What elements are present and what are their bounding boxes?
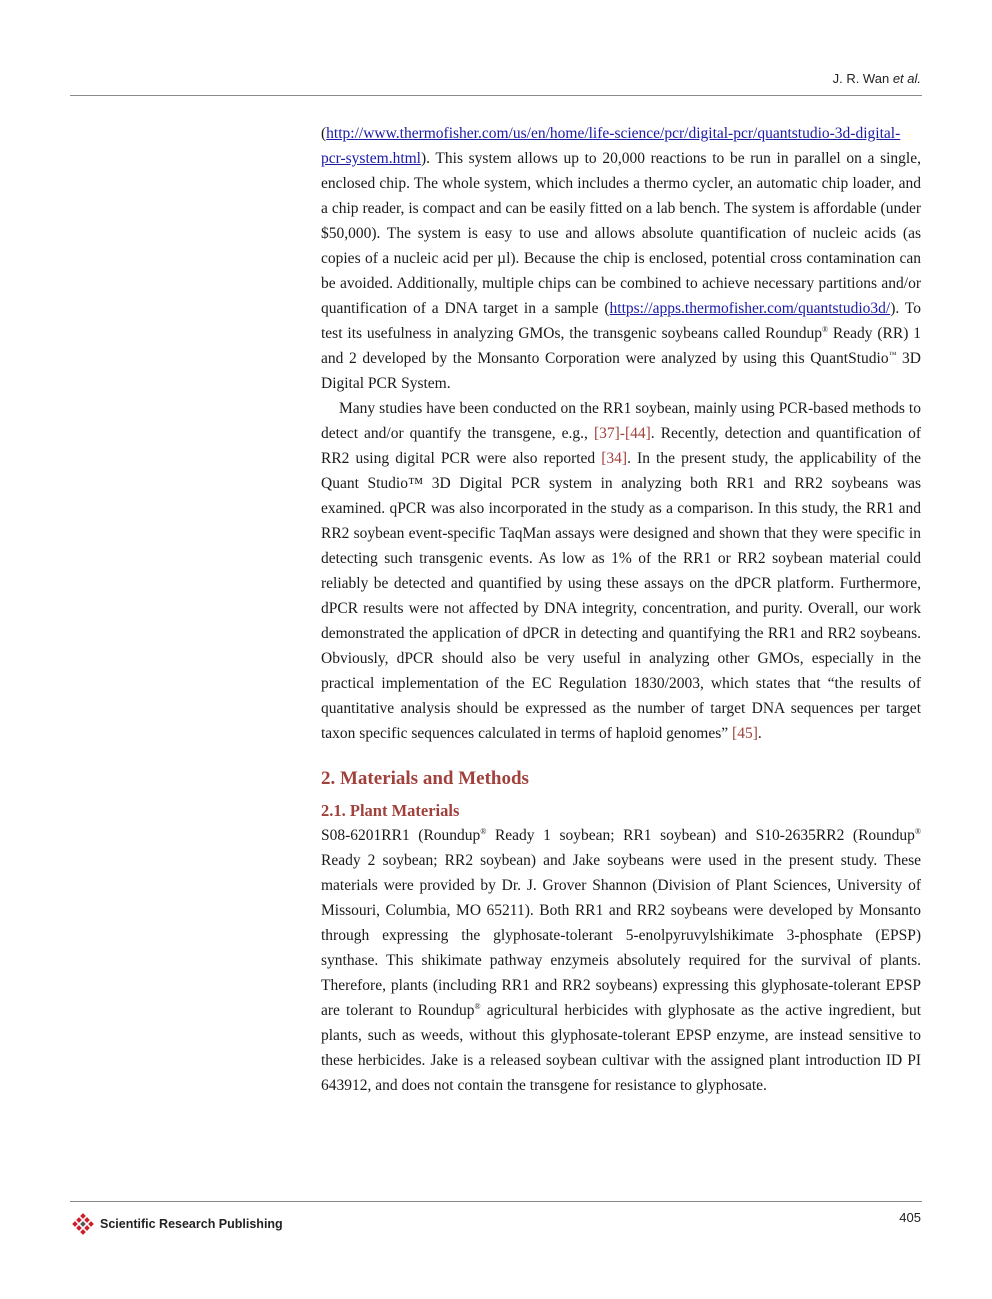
registered-mark: ® [822,325,829,334]
publisher-name: Scientific Research Publishing [100,1217,283,1231]
trademark-mark: ™ [888,350,897,359]
subsection-heading-plant-materials: 2.1. Plant Materials [321,801,460,820]
thermofisher-system-link[interactable]: http://www.thermofisher.com/us/en/home/life-science/pcr/digital-pcr/quantstudio-3d-digital-pcr-system.html [321,125,901,167]
scirp-logo-icon [72,1213,94,1235]
citation-34[interactable]: [34] [601,450,628,467]
running-head-authors: J. R. Wan [832,71,890,86]
main-content [321,121,921,1098]
running-head-et-al: et al. [892,71,921,86]
quantstudio3d-apps-link[interactable]: https://apps.thermofisher.com/quantstudio3d/ [609,300,891,317]
paragraph-plant-materials: S08-6201RR1 (Roundup® Ready 1 soybean; RR1 soybean) and S10-2635RR2 (Roundup® Ready 2 soybean; RR2 soybean) and Jake soybeans were used in the present study. These materials were provided by Dr. J. Grover Shannon (Division of Plant Sciences, University of Missouri, Columbia, MO 65211). Both RR1 and RR2 soybeans were developed by Monsanto through expressing the glyphosate-tolerant 5-enolpyruvylshikimate 3-phosphate (EPSP) synthase. This shikimate pathway enzymeis absolutely required for the survival of plants. Therefore, plants (including RR1 and RR2 soybeans) expressing this glyphosate-tolerant EPSP are tolerant to Roundup® agricultural herbicides with glyphosate as the active ingredient, but plants, such as weeds, without this glyphosate-tolerant EPSP enzyme, are instead sensitive to these herbicides. Jake is a released soybean cultivar with the assigned plant introduction ID PI 643912, and does not contain the transgene for resistance to glyphosate. [321,827,921,1094]
paragraph-intro-continued: (http://www.thermofisher.com/us/en/home/life-science/pcr/digital-pcr/quantstudio-3d-digital-pcr-system.html). This system allows up to 20,000 reactions to be run in parallel on a single, enclosed chip. The whole system, which includes a thermo cycler, an automatic chip loader, and a chip reader, is compact and can be easily fitted on a lab bench. The system is affordable (under $50,000). The system is easy to use and allows absolute quantification of nucleic acids (as copies of a nucleic acid per µl). Because the chip is enclosed, potential cross contamination can be avoided. Additionally, multiple chips can be combined to achieve necessary partitions and/or quantification of a DNA target in a sample (https://apps.thermofisher.com/quantstudio3d/). To test its usefulness in analyzing GMOs, the transgenic soybeans called Roundup® Ready (RR) 1 and 2 developed by the Monsanto Corporation were analyzed by using this QuantStudio™ 3D Digital PCR System. [321,125,921,392]
footer-rule [70,1201,922,1202]
citation-44[interactable]: [44] [624,425,651,442]
citation-45[interactable]: [45] [732,725,758,742]
paragraph-rr1-studies: Many studies have been conducted on the RR1 soybean, mainly using PCR-based methods to detect and/or quantify the transgene, e.g., [37]-[44]. Recently, detection and quantification of RR2 using digital PCR were also reported [34]. In the present study, the applicability of the Quant Studio™ 3D Digital PCR system in analyzing both RR1 and RR2 soybeans was examined. qPCR was also incorporated in the study as a comparison. In this study, the RR1 and RR2 soybean event-specific TaqMan assays were designed and shown that they were specific in detecting such transgenic events. As low as 1% of the RR1 or RR2 soybean material could reliably be detected and quantified by using these assays on the dPCR platform. Furthermore, dPCR results were not affected by DNA integrity, concentration, and purity. Overall, our work demonstrated the application of dPCR in detecting and quantifying the RR1 and RR2 soybeans. Obviously, dPCR should also be very useful in analyzing other GMOs, especially in the practical implementation of the EC Regulation 1830/2003, which states that “the results of quantitative analysis should be expressed as the number of target DNA sequences per target taxon specific sequences calculated in terms of haploid genomes” [45]. [321,400,922,742]
section-heading-materials-methods: 2. Materials and Methods [321,768,529,789]
publisher-logo [72,1213,283,1235]
header-rule [70,95,922,96]
running-head [833,71,921,86]
page-number: 405 [899,1210,921,1225]
citation-37[interactable]: [37] [593,425,620,442]
